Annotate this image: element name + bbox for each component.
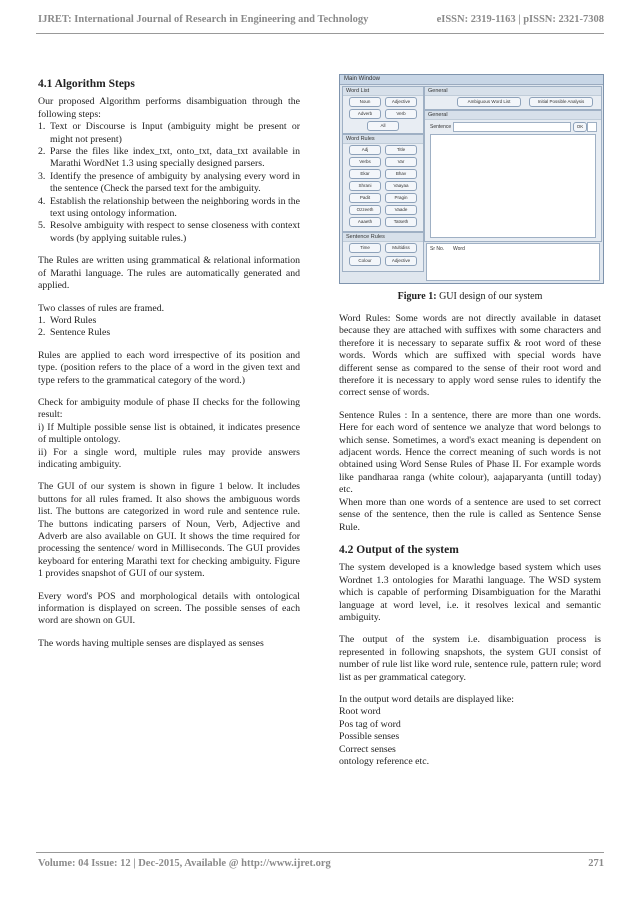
applied-paragraph: Rules are applied to each word irrespective of its position and type. (position refers to the place of a word in the given text and type refers to the grammatical category of the word.) [38,349,300,386]
figure-caption [339,291,601,302]
window-titlebar: Main Window [340,75,603,85]
check-block [38,397,300,471]
all-button[interactable]: All [367,121,399,131]
algorithm-intro: Our proposed Algorithm performs disambiguation through the following steps: [38,96,300,120]
pos-paragraph: Every word's POS and morphological details with ontological information is displayed on screen. The possible senses of each word are shown on GUI. [38,590,300,627]
right-column [339,313,601,768]
rule-button-aaaeth[interactable]: Aaaeth [349,217,381,227]
gui-figure [339,74,604,284]
rule-button-adj[interactable]: Adj [349,145,381,155]
rule-button-shrani[interactable]: Shrani [349,181,381,191]
general-panel [424,86,602,110]
rule-button-vaade[interactable]: Vaade [385,205,417,215]
output-paragraph: The output of the system i.e. disambiguation process is represented in following snapshots, the system GUI consist of number of rule list like word rule, sentence rule, pattern rule; word list as per grammatical category. [339,634,601,683]
table-header-word: Word [453,246,465,252]
noun-button[interactable]: Noun [349,97,381,107]
table-header-srno: Sr No. [430,246,445,252]
issn: eISSN: 2319-1163 | pISSN: 2321-7308 [436,14,604,25]
journal-name: IJRET: International Journal of Research in Engineering and Technology [38,14,369,25]
section-heading-4-1: 4.1 Algorithm Steps [38,78,135,90]
list-item: 4. Establish the relationship between the neighboring words in the text using ontology information. [38,195,300,220]
rule-button-ozzeeth[interactable]: Ozzeeth [349,205,381,215]
figure-label: Figure 1: [397,291,437,302]
rule-button-adjective[interactable]: Adjective [385,256,417,266]
details-list [339,706,601,768]
page-footer [38,858,604,869]
list-item: Possible senses [339,731,400,743]
initial-possible-analysis-button[interactable]: Initial Possible Analysis [529,97,593,107]
multi-sense-paragraph: The words having multiple senses are displayed as senses [38,637,264,649]
list-item: 2. Parse the files like index_txt, onto_txt, data_txt available in Marathi WordNet 1.3 using specially designed parsers. [38,146,300,170]
system-paragraph: The system developed is a knowledge based system which uses Wordnet 1.3 ontologies for Marathi language. The WSD system which is capable of performing Disambiguation for the Marathi language at word level, i.e. it resolves lexical and semantic ambiguity. [339,562,601,623]
rule-button-pragin[interactable]: Pragin [385,193,417,203]
sentence-sense-rule-paragraph: When more than one words of a sentence are used to set correct sense of the sentence, then the rule is called as Sentence Sense Rule. [339,496,601,533]
rule-button-time[interactable]: Time [349,243,381,253]
sentence-input[interactable] [453,122,571,132]
rule-button-colour[interactable]: Colour [349,256,381,266]
rule-button-multidiss[interactable]: Multidiss [385,243,417,253]
word-rules-panel [342,134,424,232]
sentence-rules-paragraph: Sentence Rules : In a sentence, there are more than one words. Here for each word of sentence we analyze that word belongs to which sense. Sometimes, a word's exact meaning is dependent on adjacent words. Hence the correct meaning of such words is not obtained using Word Sense Rules of Phase II. For example words like pandharaa ranga (white colour), aajaparyanta (untill today) etc. [339,409,601,496]
rule-button-tatseth[interactable]: Tatseth [385,217,417,227]
list-item: ontology reference etc. [339,756,430,767]
adverb-button[interactable]: Adverb [349,109,381,119]
general-title-2: General [425,111,601,120]
rule-button-ekar[interactable]: Ekar [349,169,381,179]
verb-button[interactable]: Verb [385,109,417,119]
list-item: Pos tag of word [339,718,401,730]
gui-paragraph: The GUI of our system is shown in figure 1 below. It includes buttons for all rules framed. It also shows the ambiguous words list. The buttons are categorized in word rule and sentence rule. The buttons indicating parsers of Noun, Verb, Adjective and Adverb are also available on GUI. It shows the time required for processing the sentence/ word in Milliseconds. The GUI provides keyboard for entering Marathi text for checking ambiguity. Figure 1 provides snapshot of GUI of our system. [38,481,300,580]
word-list-panel [342,86,424,134]
page-header [38,14,604,28]
word-table[interactable] [426,243,600,281]
figure-caption-text: GUI design of our system [439,291,543,302]
list-item: 2. Sentence Rules [38,327,111,339]
word-rules-title: Word Rules [343,135,423,144]
sentence-rules-title: Sentence Rules [343,233,423,242]
rule-button-vaayaa[interactable]: Vaayaa [385,181,417,191]
sentence-rules-panel [342,232,424,272]
list-item: 5. Resolve ambiguity with respect to sense closeness with context words (by applying suitable rules.) [38,220,300,244]
rule-button-title[interactable]: Title [385,145,417,155]
general-title: General [425,87,601,96]
word-list-title: Word List [343,87,423,96]
ambiguous-word-list-button[interactable]: Ambiguous Word List [457,97,521,107]
section-heading-4-2: 4.2 Output of the system [339,543,459,556]
adjective-button[interactable]: Adjective [385,97,417,107]
check-item-ii: ii) For a single word, multiple rules may provide answers indicating ambiguity. [38,446,300,470]
sentence-label: Sentence [430,124,452,130]
page-number: 271 [588,858,604,869]
list-item: 1. Text or Discourse is Input (ambiguity might be present or might not present) [38,121,300,145]
check-item-i: i) If Multiple possible sense list is obtained, it indicates presence of multiple ontology. [38,421,300,446]
output-area[interactable] [430,134,596,238]
rule-button-var[interactable]: Var [385,157,417,167]
list-item: 1. Word Rules [38,314,97,326]
volume-info: Volume: 04 Issue: 12 | Dec-2015, Available @ http://www.ijret.org [38,858,331,869]
check-intro: Check for ambiguity module of phase II checks for the following result: [38,396,300,421]
details-intro: In the output word details are displayed like: [339,693,514,705]
rule-classes-list [38,315,300,340]
rules-paragraph: The Rules are written using grammatical & relational information of Marathi language. The rules are automatically generated and applied. [38,255,300,292]
sentence-panel [424,110,602,242]
left-column [38,78,300,660]
ok-button[interactable]: OK [573,122,587,132]
algorithm-steps [38,121,300,245]
rule-button-verbs[interactable]: Verbs [349,157,381,167]
two-classes-paragraph: Two classes of rules are framed. [38,302,165,314]
list-item: 3. Identify the presence of ambiguity by analysing every word in the sentence (Check the parsed text for the ambiguity. [38,170,300,195]
list-item: Correct senses [339,743,396,755]
footer-rule [36,852,604,853]
header-rule [36,33,604,34]
word-rules-paragraph: Word Rules: Some words are not directly available in dataset because they are attached with suffixes with some characters and therefore it is necessary to separate suffix & root word of these words. Words which are suffixed with special words have different sense as compared to the sense of their root word and therefore it is necessary to apply word sense rules to identify the correct sense of words. [339,313,601,399]
list-item: Root word [339,706,381,718]
rule-button-bhav[interactable]: Bhav [385,169,417,179]
clear-button[interactable] [587,122,597,132]
rule-button-padit[interactable]: Padit [349,193,381,203]
